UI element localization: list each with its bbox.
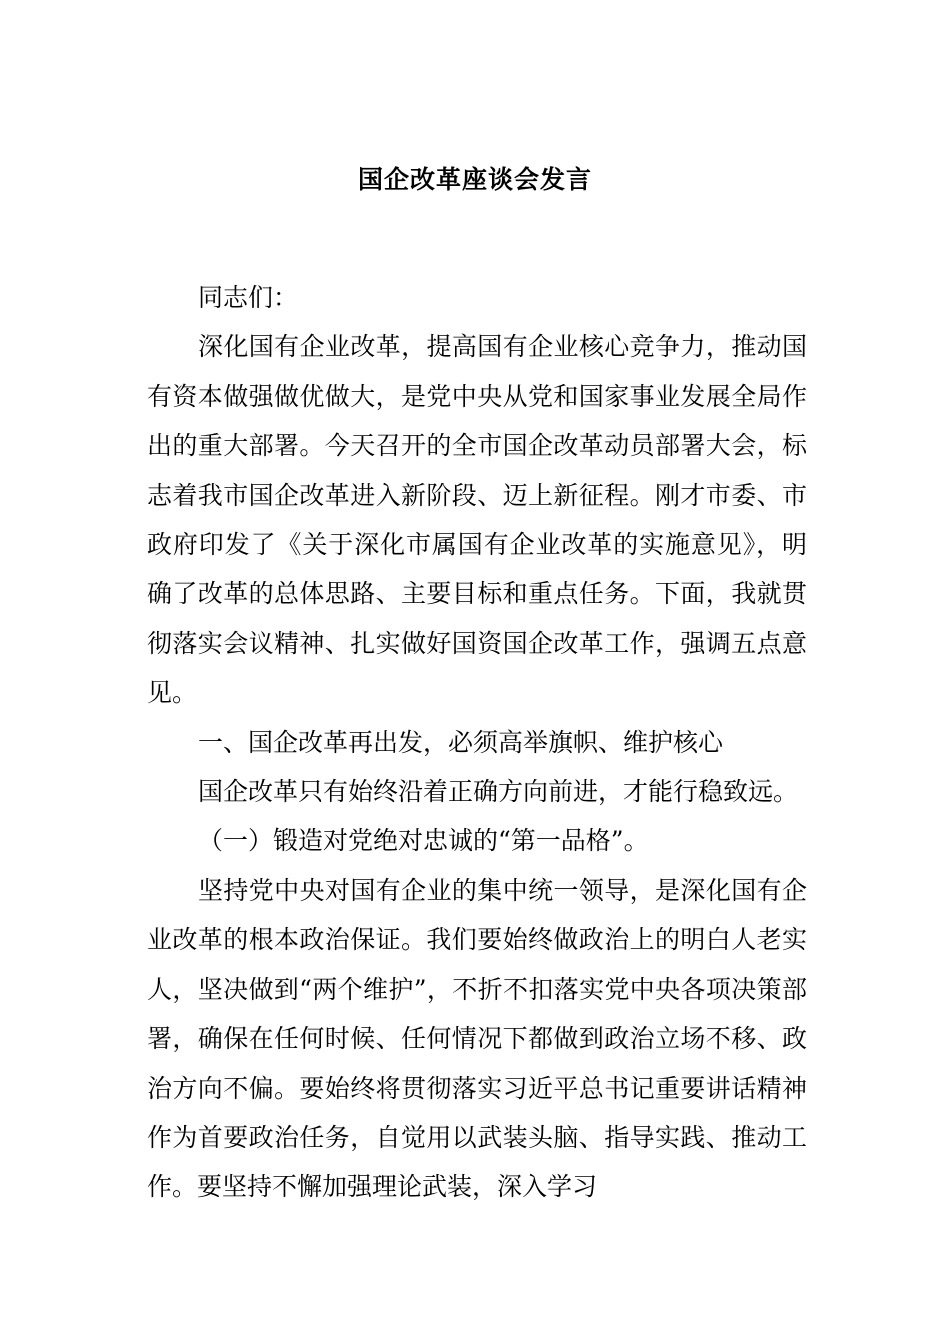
- body-paragraph: 国企改革只有始终沿着正确方向前进，才能行稳致远。: [198, 777, 799, 807]
- subsection-heading: （一）锻造对党绝对忠诚的“第一品格”。: [198, 826, 649, 856]
- document-title: 国企改革座谈会发言: [357, 165, 592, 194]
- body-paragraph: 坚持党中央对国有企业的集中统一领导，是深化国有企业改革的根本政治保证。我们要始终做政治上的明白人老实人，坚决做到“两个维护”，不折不扣落实党中央各项决策部署，确保在任何时候、任何情况下都做到政治立场不移、政治方向不偏。要始终将贯彻落实习近平总书记重要讲话精神作为首要政治任务，自觉用以武装头脑、指导实践、推动工作。要坚持不懈加强理论武装，深入学习: [147, 875, 807, 1202]
- salutation: 同志们：: [198, 283, 299, 312]
- document-body: [147, 273, 807, 1212]
- body-paragraph: 深化国有企业改革，提高国有企业核心竞争力，推动国有资本做强做优做大，是党中央从党和国家事业发展全局作出的重大部署。今天召开的全市国企改革动员部署大会，标志着我市国企改革进入新阶段、迈上新征程。刚才市委、市政府印发了《关于深化市属国有企业改革的实施意见》，明确了改革的总体思路、主要目标和重点任务。下面，我就贯彻落实会议精神、扎实做好国资国企改革工作，强调五点意见。: [147, 332, 807, 708]
- section-heading: 一、国企改革再出发，必须高举旗帜、维护核心: [198, 727, 724, 757]
